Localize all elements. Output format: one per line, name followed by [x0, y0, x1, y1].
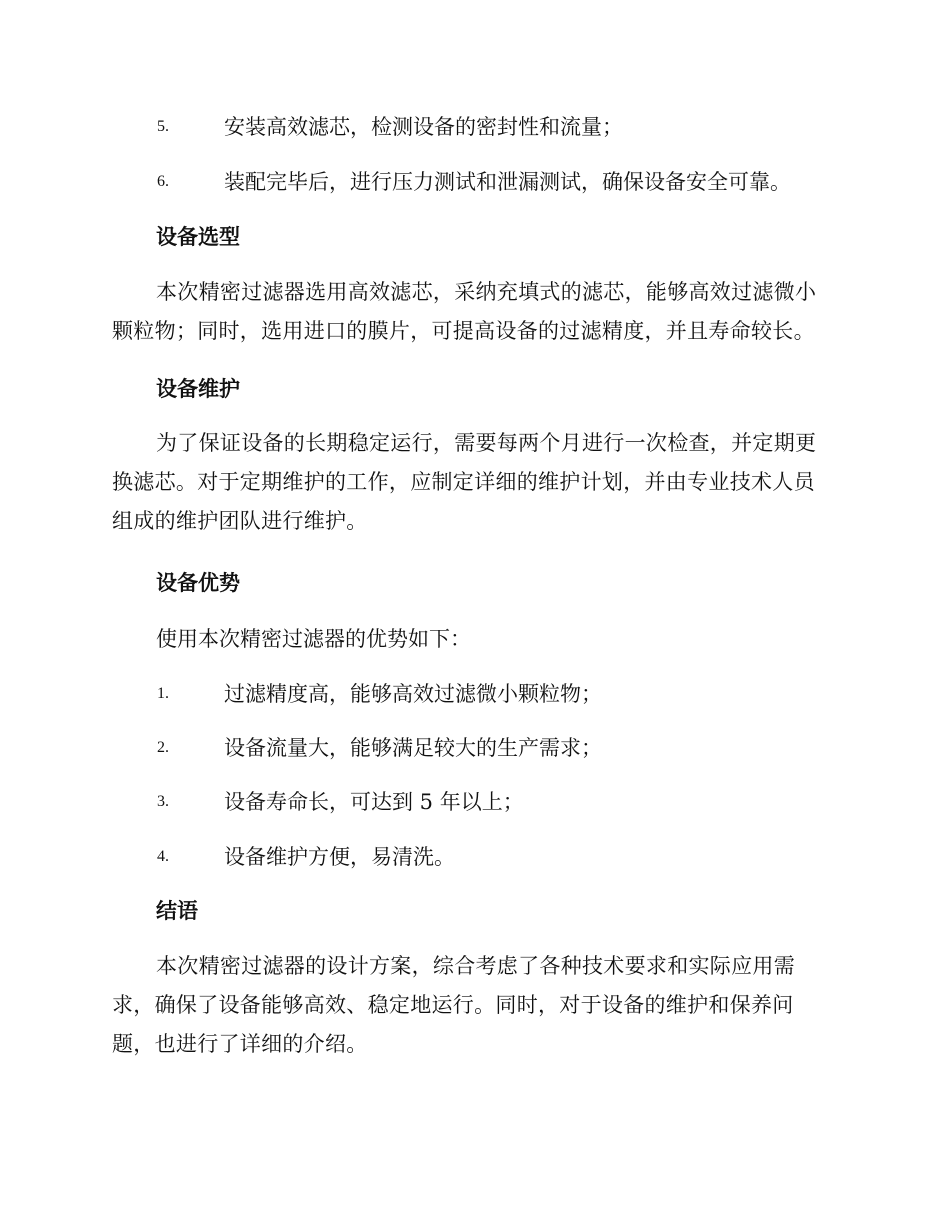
list-text: 过滤精度高，能够高效过滤微小颗粒物； [224, 682, 602, 706]
list-text: 设备寿命长，可达到 5 年以上； [224, 790, 524, 814]
list-text: 安装高效滤芯，检测设备的密封性和流量； [224, 115, 623, 139]
advantages-intro: 使用本次精密过滤器的优势如下： [156, 627, 471, 651]
list-number: 5. [157, 118, 169, 135]
section-heading-advantages: 设备优势 [156, 571, 240, 595]
list-text: 设备维护方便，易清洗。 [224, 845, 455, 869]
paragraph-conclusion: 本次精密过滤器的设计方案，综合考虑了各种技术要求和实际应用需求，确保了设备能够高效、稳定地运行。同时，对于设备的维护和保养问题，也进行了详细的介绍。 [112, 954, 795, 1056]
list-text: 装配完毕后，进行压力测试和泄漏测试，确保设备安全可靠。 [224, 170, 791, 194]
section-heading-selection: 设备选型 [156, 225, 240, 249]
list-number: 2. [157, 739, 169, 756]
list-number: 3. [157, 793, 169, 810]
section-heading-maintenance: 设备维护 [156, 377, 240, 401]
list-number: 4. [157, 848, 169, 865]
section-heading-conclusion: 结语 [156, 899, 198, 923]
list-number: 6. [157, 173, 169, 190]
paragraph-selection: 本次精密过滤器选用高效滤芯，采纳充填式的滤芯，能够高效过滤微小颗粒物；同时，选用进口的膜片，可提高设备的过滤精度，并且寿命较长。 [112, 280, 817, 343]
list-text: 设备流量大，能够满足较大的生产需求； [224, 736, 602, 760]
paragraph-maintenance: 为了保证设备的长期稳定运行，需要每两个月进行一次检查，并定期更换滤芯。对于定期维护的工作，应制定详细的维护计划，并由专业技术人员组成的维护团队进行维护。 [112, 431, 817, 533]
list-number: 1. [157, 685, 169, 702]
